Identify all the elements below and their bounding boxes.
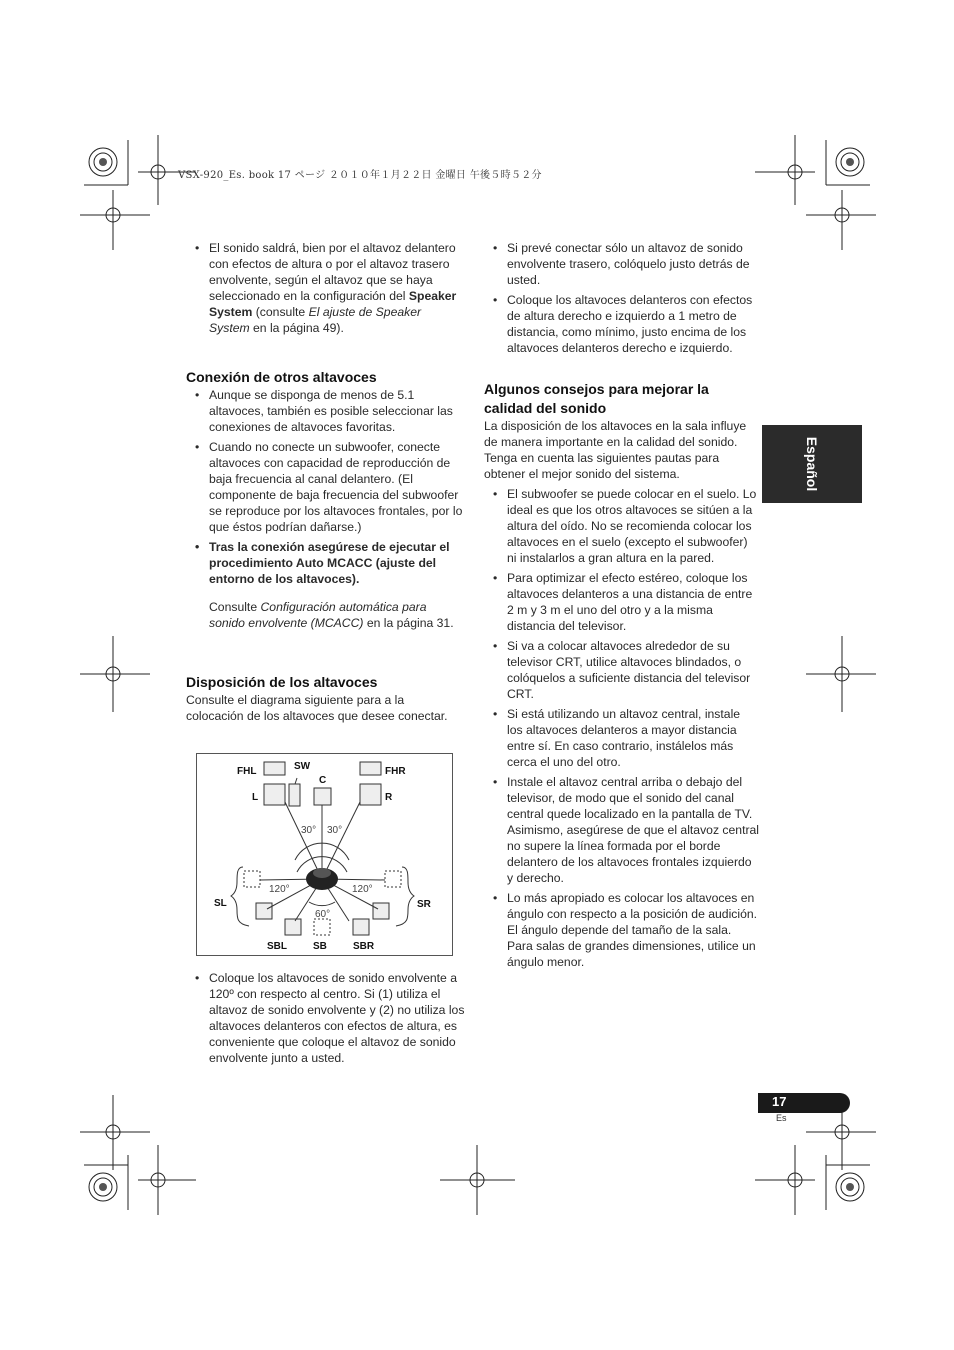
- label-sbr: SBR: [353, 941, 375, 952]
- section-intro: La disposición de los altavoces en la sala influye de manera importante en la calidad del sonido. Tenga en cuenta las siguientes pautas para obtener el mejor sonido del sistema.: [484, 419, 747, 481]
- speaker-sr-alt: [385, 871, 401, 887]
- speaker-l: [264, 784, 285, 805]
- speaker-sl-alt: [244, 871, 260, 887]
- speaker-sr: [373, 903, 389, 919]
- language-tab: [762, 425, 862, 503]
- page-number-badge: [758, 1093, 850, 1113]
- page-number: 17: [772, 1094, 787, 1109]
- speaker-layout-diagram: [196, 753, 453, 956]
- label-sr: SR: [417, 899, 431, 910]
- list-item: • Coloque los altavoces delanteros con efectos de altura derecho e izquierdo a 1 metro de distancia, como mínimo, justo encima de los altavoces delanteros derecho e izquierdo.: [484, 292, 759, 356]
- list-item: • Instale el altavoz central arriba o debajo del televisor, de modo que el sonido del canal central quede localizado en la pantalla de TV. Asimismo, asegúrese de que el altavoz central no supere la línea formada por el borde delantero de los altavoces frontales izquierdo y derecho.: [484, 774, 759, 886]
- speaker-sb: [314, 919, 330, 935]
- label-sb: SB: [313, 941, 327, 952]
- consult-note: Consulte Configuración automática para sonido envolvente (MCACC) en la página 31.: [209, 600, 454, 630]
- language-tab-label: Español: [804, 436, 820, 492]
- label-sbl: SBL: [267, 941, 287, 952]
- bullet-speaker-system: • El sonido saldrá, bien por el altavoz delantero con efectos de altura o por el altavoz trasero envolvente, según el altavoz que se haya seleccionado en la configuración del Speaker System (consulte El ajuste de Speaker System en la página 49).: [186, 240, 464, 336]
- speaker-r: [360, 784, 381, 805]
- speaker-sbl: [285, 919, 301, 935]
- list-item: • Lo más apropiado es colocar los altavoces en ángulo con respecto a la posición de audición. El ángulo depende del tamaño de la sala. Para salas de grandes dimensiones, utilice un ángulo menor.: [484, 890, 759, 970]
- label-sw: SW: [294, 761, 311, 772]
- list-item: • Aunque se disponga de menos de 5.1 altavoces, también es posible seleccionar las conexiones de altavoces favoritas.: [186, 387, 464, 435]
- speaker-fhr: [360, 762, 381, 775]
- speaker-fhl: [264, 762, 285, 775]
- angle-30-left: 30°: [301, 825, 317, 836]
- section-otros-altavoces: [186, 368, 464, 631]
- list-item: • Cuando no conecte un subwoofer, conecte altavoces con capacidad de reproducción de baja frecuencia al canal delantero. (El componente de baja frecuencia del subwoofer se reproduce por los altavoces frontales, por lo que éstos podrían dañarse.): [186, 439, 464, 535]
- left-bottom: [186, 970, 466, 1070]
- label-fhr: FHR: [385, 766, 406, 777]
- list-item-bold: • Tras la conexión asegúrese de ejecutar el procedimiento Auto MCACC (ajuste del entorno de los altavoces).: [186, 539, 464, 587]
- section-title: Disposición de los altavoces: [186, 674, 378, 690]
- angle-120-left: 120°: [269, 884, 290, 895]
- speaker-sw: [289, 784, 300, 806]
- list-item: • Si está utilizando un altavoz central, instale los altavoces delanteros a mayor distancia entre sí. En caso contrario, instálelos más cerca el uno del otro.: [484, 706, 759, 770]
- angle-120-right: 120°: [352, 884, 373, 895]
- list-item: • Para optimizar el efecto estéreo, coloque los altavoces delanteros a una distancia de entre 2 m y 3 m el uno del otro y a la misma distancia del televisor.: [484, 570, 759, 634]
- label-l: L: [252, 792, 259, 803]
- angle-30-right: 30°: [327, 825, 343, 836]
- speaker-sbr: [353, 919, 369, 935]
- label-fhl: FHL: [237, 766, 257, 777]
- label-sl: SL: [214, 898, 227, 909]
- list-item: • Si va a colocar altavoces alrededor de su televisor CRT, utilice altavoces blindados, o colóquelos a suficiente distancia del televisor CRT.: [484, 638, 759, 702]
- right-column-top: [484, 240, 759, 360]
- list-item: • El subwoofer se puede colocar en el suelo. Lo ideal es que los otros altavoces se sitúen a la altura del oído. No se recomienda colocar los altavoces en el suelo (excepto el subwoofer) ni instalarlos a gran altura en la pared.: [484, 486, 759, 566]
- section-title: Algunos consejos para mejorar la calidad del sonido: [484, 381, 709, 416]
- list-item: • Coloque los altavoces de sonido envolvente a 120º con respecto al centro. Si (1) utiliza el altavoz de sonido envolvente y (2) no utiliza los altavoces delanteros con efectos de altura, es conveniente que coloque el altavoz de sonido envolvente junto a usted.: [186, 970, 466, 1066]
- left-column: [186, 240, 464, 340]
- section-title: Conexión de otros altavoces: [186, 369, 377, 385]
- speaker-layout-svg: [197, 754, 452, 955]
- print-header: VSX-920_Es. book 17 ページ ２０１０年１月２２日 金曜日 午後５時５２分: [178, 170, 542, 181]
- section-intro: Consulte el diagrama siguiente para a la colocación de los altavoces que desee conectar.: [186, 693, 448, 723]
- angle-60: 60°: [315, 909, 331, 920]
- section-disposicion: [186, 673, 464, 724]
- speaker-sl: [256, 903, 272, 919]
- page-language: Es: [776, 1113, 787, 1123]
- label-r: R: [385, 792, 393, 803]
- label-c: C: [319, 775, 327, 786]
- section-consejos: [484, 380, 759, 974]
- list-item: • Si prevé conectar sólo un altavoz de sonido envolvente trasero, colóquelo justo detrás de usted.: [484, 240, 759, 288]
- speaker-c: [314, 788, 331, 805]
